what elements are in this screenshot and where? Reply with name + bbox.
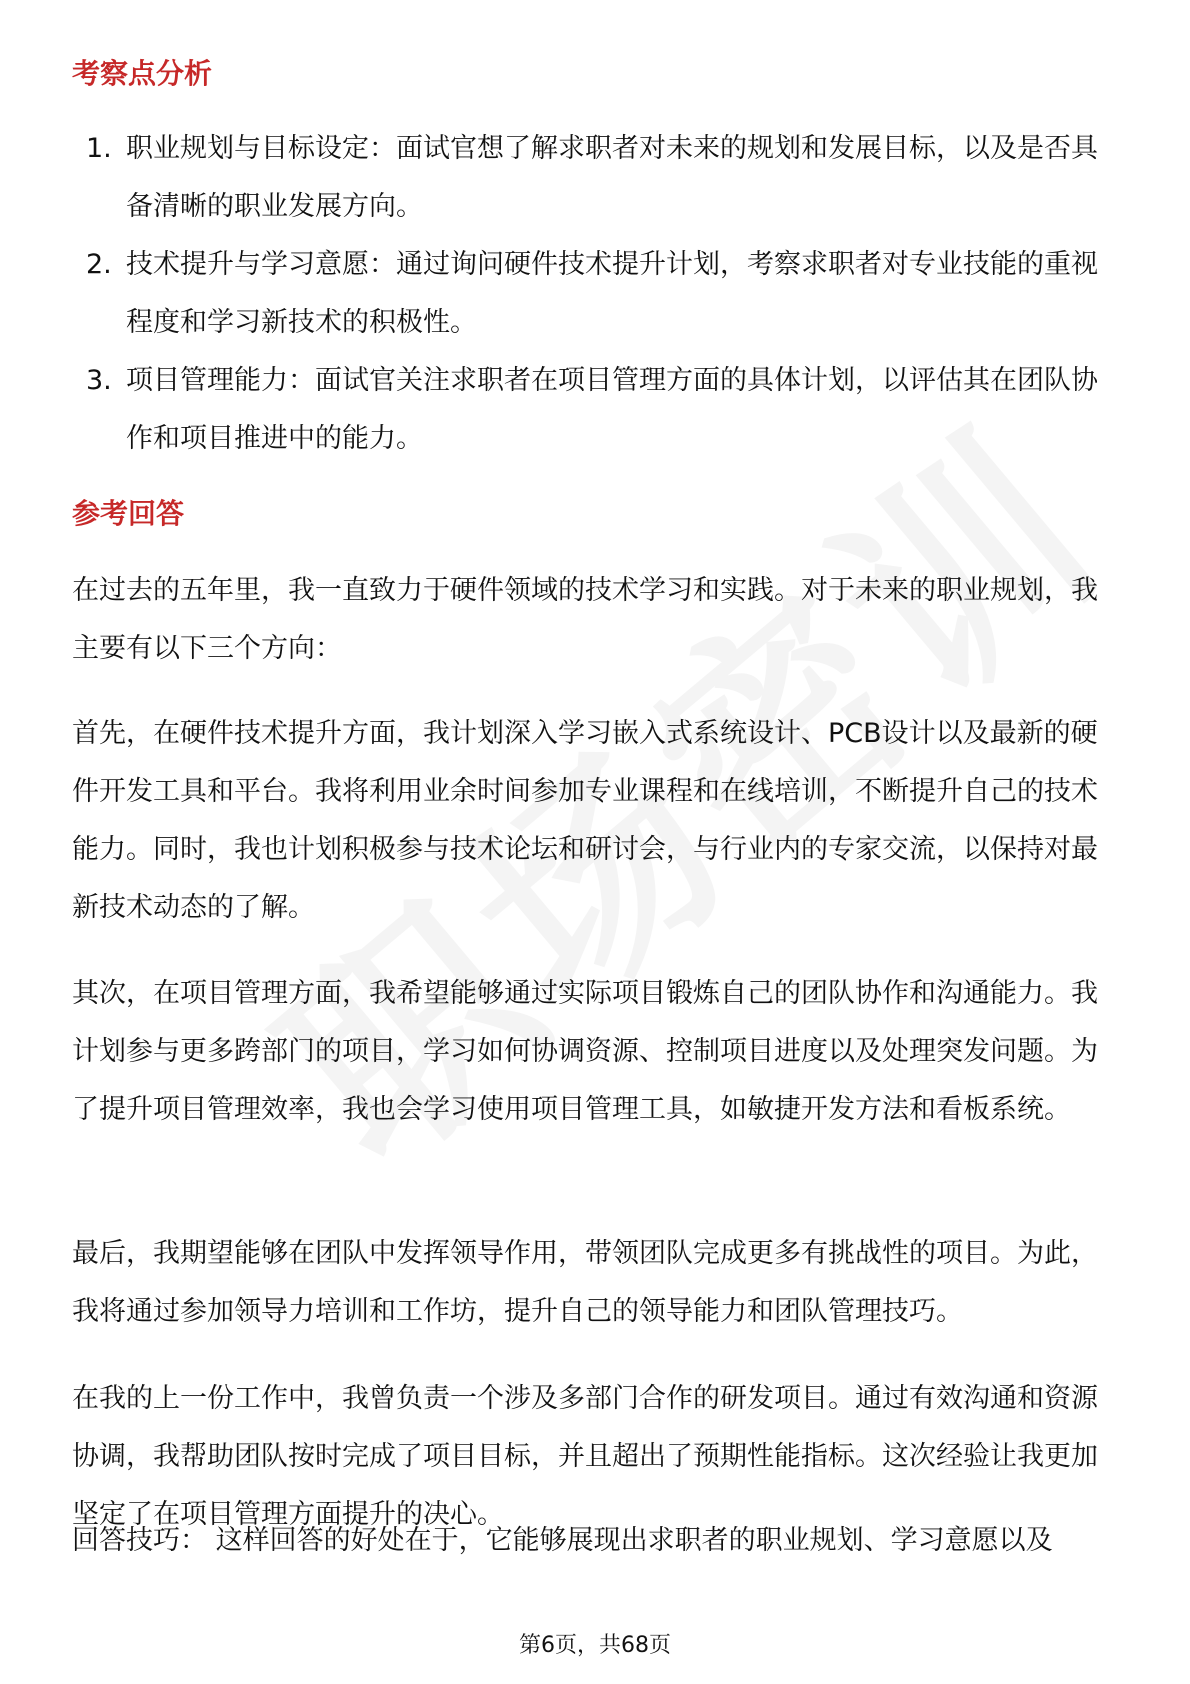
answer-paragraph-intro: 在过去的五年里，我一直致力于硬件领域的技术学习和实践。对于未来的职业规划，我主要有以下三个方向： (72, 575, 1098, 664)
list-item-number: 1. (86, 133, 112, 164)
list-item (72, 352, 1122, 468)
answer-paragraph-tech: 首先，在硬件技术提升方面，我计划深入学习嵌入式系统设计、PCB设计以及最新的硬件开发工具和平台。我将利用业余时间参加专业课程和在线培训，不断提升自己的技术能力。同时，我也计划积极参与技术论坛和研讨会，与行业内的专家交流，以保持对最新技术动态的了解。 (72, 718, 1098, 923)
answer-paragraph-leadership: 最后，我期望能够在团队中发挥领导作用，带领团队完成更多有挑战性的项目。为此，我将通过参加领导力培训和工作坊，提升自己的领导能力和团队管理技巧。 (72, 1238, 1098, 1327)
list-item-text: 技术提升与学习意愿：通过询问硬件技术提升计划，考察求职者对专业技能的重视程度和学习新技术的积极性。 (126, 249, 1098, 338)
answer-paragraph-project: 其次，在项目管理方面，我希望能够通过实际项目锻炼自己的团队协作和沟通能力。我计划参与更多跨部门的项目，学习如何协调资源、控制项目进度以及处理突发问题。为了提升项目管理效率，我也会学习使用项目管理工具，如敏捷开发方法和看板系统。 (72, 978, 1098, 1125)
list-item-text: 职业规划与目标设定：面试官想了解求职者对未来的规划和发展目标，以及是否具备清晰的职业发展方向。 (126, 133, 1098, 222)
answer-tips-paragraph: 回答技巧： 这样回答的好处在于，它能够展现出求职者的职业规划、学习意愿以及 (72, 1525, 1053, 1556)
list-item-number: 2. (86, 249, 112, 280)
page-number: 第6页，共68页 (519, 1633, 671, 1658)
answer-paragraph-experience: 在我的上一份工作中，我曾负责一个涉及多部门合作的研发项目。通过有效沟通和资源协调，我帮助团队按时完成了项目目标，并且超出了预期性能指标。这次经验让我更加坚定了在项目管理方面提升的决心。 (72, 1383, 1098, 1530)
list-item (72, 236, 1122, 352)
list-item-number: 3. (86, 365, 112, 396)
section-title-reference-answer: 参考回答 (72, 497, 185, 530)
list-item-text: 项目管理能力：面试官关注求职者在项目管理方面的具体计划，以评估其在团队协作和项目推进中的能力。 (126, 365, 1098, 454)
analysis-list (72, 120, 1122, 468)
list-item (72, 120, 1122, 236)
section-title-analysis: 考察点分析 (72, 57, 213, 90)
